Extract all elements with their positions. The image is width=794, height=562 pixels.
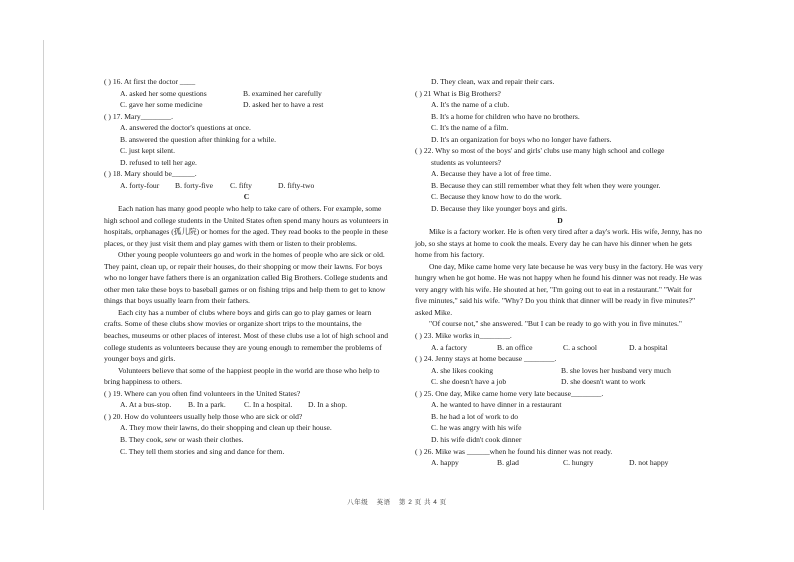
option-21b: B. It's a home for children who have no brothers. <box>431 111 580 121</box>
options-24-ab <box>415 365 705 377</box>
option-16d: D. asked her to have a rest <box>243 100 324 110</box>
option-26a: A. happy <box>431 458 459 468</box>
passage-d-para-2: One day, Mike came home very late because he was very busy in the factory. He was very hungry when he got home. He was not happy when he found his dinner was not ready. He was very angry with his wife. He shouted at her, "I'm going out to eat in a restaurant." "Wait for five minutes," said his wife. "Why? Do you think that dinner will be ready in five minutes?" asked Mike. <box>415 261 703 317</box>
passage-d-para-3: "Of course not," she answered. "But I can be ready to go with you in five minutes." <box>429 319 683 329</box>
option-25c: C. he was angry with his wife <box>431 423 522 433</box>
option-23d: D. a hospital <box>629 342 668 352</box>
option-17d: D. refused to tell her age. <box>120 157 197 167</box>
footer-page: 第 2 页 共 4 页 <box>398 499 447 506</box>
binding-mark <box>43 40 44 510</box>
right-column <box>415 76 705 469</box>
option-16a: A. asked her some questions <box>120 88 207 98</box>
option-18c: C. fifty <box>230 180 252 190</box>
option-20a: A. They mow their lawns, do their shopping and clean up their house. <box>120 423 332 433</box>
option-22b: B. Because they can still remember what they felt when they were younger. <box>431 180 661 190</box>
question-26: ( ) 26. Mike was ______when he found his dinner was not ready. <box>415 446 613 456</box>
option-16b: B. examined her carefully <box>243 88 322 98</box>
option-26b: B. glad <box>497 458 519 468</box>
option-21c: C. It's the name of a film. <box>431 123 509 133</box>
option-21a: A. It's the name of a club. <box>431 100 510 110</box>
passage-c-para-2: Other young people volunteers go and work in the homes of people who are sick or old. They paint, clean up, or repair their houses, do their shopping or mow their lawns. For boys who no longer have fathers there is an organization called Big Brothers. College students and other men take these boys to baseball games or on fishing trips and help them to get to know things that boys usually learn from their fathers. <box>104 250 388 306</box>
option-19a: A. At a bus-stop. <box>120 400 172 410</box>
footer-subject: 英语 <box>376 499 391 506</box>
footer-grade: 八年级 <box>347 499 369 506</box>
question-20: ( ) 20. How do volunteers usually help those who are sick or old? <box>104 411 303 421</box>
question-18: ( ) 18. Mary should be______. <box>104 169 197 179</box>
question-17: ( ) 17. Mary________. <box>104 111 173 121</box>
option-26d: D. not happy <box>629 458 669 468</box>
option-19d: D. In a shop. <box>308 400 348 410</box>
option-24b: B. she loves her husband very much <box>561 365 671 375</box>
page-footer <box>0 497 794 506</box>
option-21d: D. It's an organization for boys who no longer have fathers. <box>431 134 612 144</box>
option-20d: D. They clean, wax and repair their cars. <box>431 77 555 86</box>
option-25a: A. he wanted to have dinner in a restaurant <box>431 400 562 410</box>
option-20c: C. They tell them stories and sing and dance for them. <box>120 446 285 456</box>
option-25d: D. his wife didn't cook dinner <box>431 434 522 444</box>
passage-d-para-1: Mike is a factory worker. He is often very tired after a day's work. His wife, Jenny, has no job, so she stays at home to cook the meals. Every day he can have his dinner when he gets home from his factory. <box>415 227 702 260</box>
option-16c: C. gave her some medicine <box>120 100 203 110</box>
left-column <box>104 76 389 457</box>
option-25b: B. he had a lot of work to do <box>431 411 519 421</box>
option-23c: C. a school <box>563 342 597 352</box>
passage-c-para-4: Volunteers believe that some of the happiest people in the world are those who help to bring happiness to others. <box>104 365 380 387</box>
question-23: ( ) 23. Mike works in________. <box>415 331 512 341</box>
option-18d: D. fifty-two <box>278 180 315 190</box>
question-19: ( ) 19. Where can you often find volunteers in the United States? <box>104 388 301 398</box>
option-19c: C. In a hospital. <box>244 400 293 410</box>
option-24c: C. she doesn't have a job <box>431 377 507 387</box>
question-21: ( ) 21 What is Big Brothers? <box>415 88 501 98</box>
passage-c-para-3: Each city has a number of clubs where boys and girls can go to play games or learn crafts. Some of these clubs show movies or organize short trips to the mountains, the beaches, museums or other places of interest. Most of these clubs use a lot of high school and college students as volunteers because they are young enough to remember the problems of younger boys and girls. <box>104 307 389 364</box>
option-22c: C. Because they know how to do the work. <box>431 192 562 202</box>
option-17a: A. answered the doctor's questions at once. <box>120 123 251 133</box>
option-20b: B. They cook, sew or wash their clothes. <box>120 434 244 444</box>
option-17b: B. answered the question after thinking for a while. <box>120 134 277 144</box>
option-24d: D. she doesn't want to work <box>561 377 646 387</box>
question-16: ( ) 16. At first the doctor ____ <box>104 77 196 86</box>
option-18b: B. forty-five <box>175 180 213 190</box>
option-17c: C. just kept silent. <box>120 146 176 156</box>
options-26 <box>415 457 705 469</box>
question-22: ( ) 22. Why so most of the boys' and girls' clubs use many high school and college <box>415 146 665 156</box>
option-23b: B. an office <box>497 342 533 352</box>
options-18 <box>104 180 389 192</box>
option-22d: D. Because they like younger boys and girls. <box>431 204 568 214</box>
option-22a: A. Because they have a lot of free time. <box>431 169 552 179</box>
option-24a: A. she likes cooking <box>431 365 494 375</box>
passage-c-para-1: Each nation has many good people who help to take care of others. For example, some high school and college students in the United States often spend many hours as volunteers in hospitals, orphanages (孤儿院) or homes for the aged. They read books to the people in these places, or they just visit them and play games with them or listen to their problems. <box>104 204 389 248</box>
option-26c: C. hungry <box>563 458 594 468</box>
option-18a: A. forty-four <box>120 180 160 190</box>
question-22-cont: students as volunteers? <box>431 157 502 167</box>
options-24-cd <box>415 376 705 388</box>
question-24: ( ) 24. Jenny stays at home because ________. <box>415 354 557 364</box>
options-16-ab <box>104 88 389 100</box>
option-23a: A. a factory <box>431 342 468 352</box>
options-23 <box>415 342 705 354</box>
section-c-heading: C <box>243 192 250 202</box>
options-19 <box>104 399 389 411</box>
question-25: ( ) 25. One day, Mike came home very late because________. <box>415 388 604 398</box>
options-16-cd <box>104 99 389 111</box>
option-19b: B. In a park. <box>188 400 226 410</box>
section-d-heading: D <box>557 215 563 225</box>
